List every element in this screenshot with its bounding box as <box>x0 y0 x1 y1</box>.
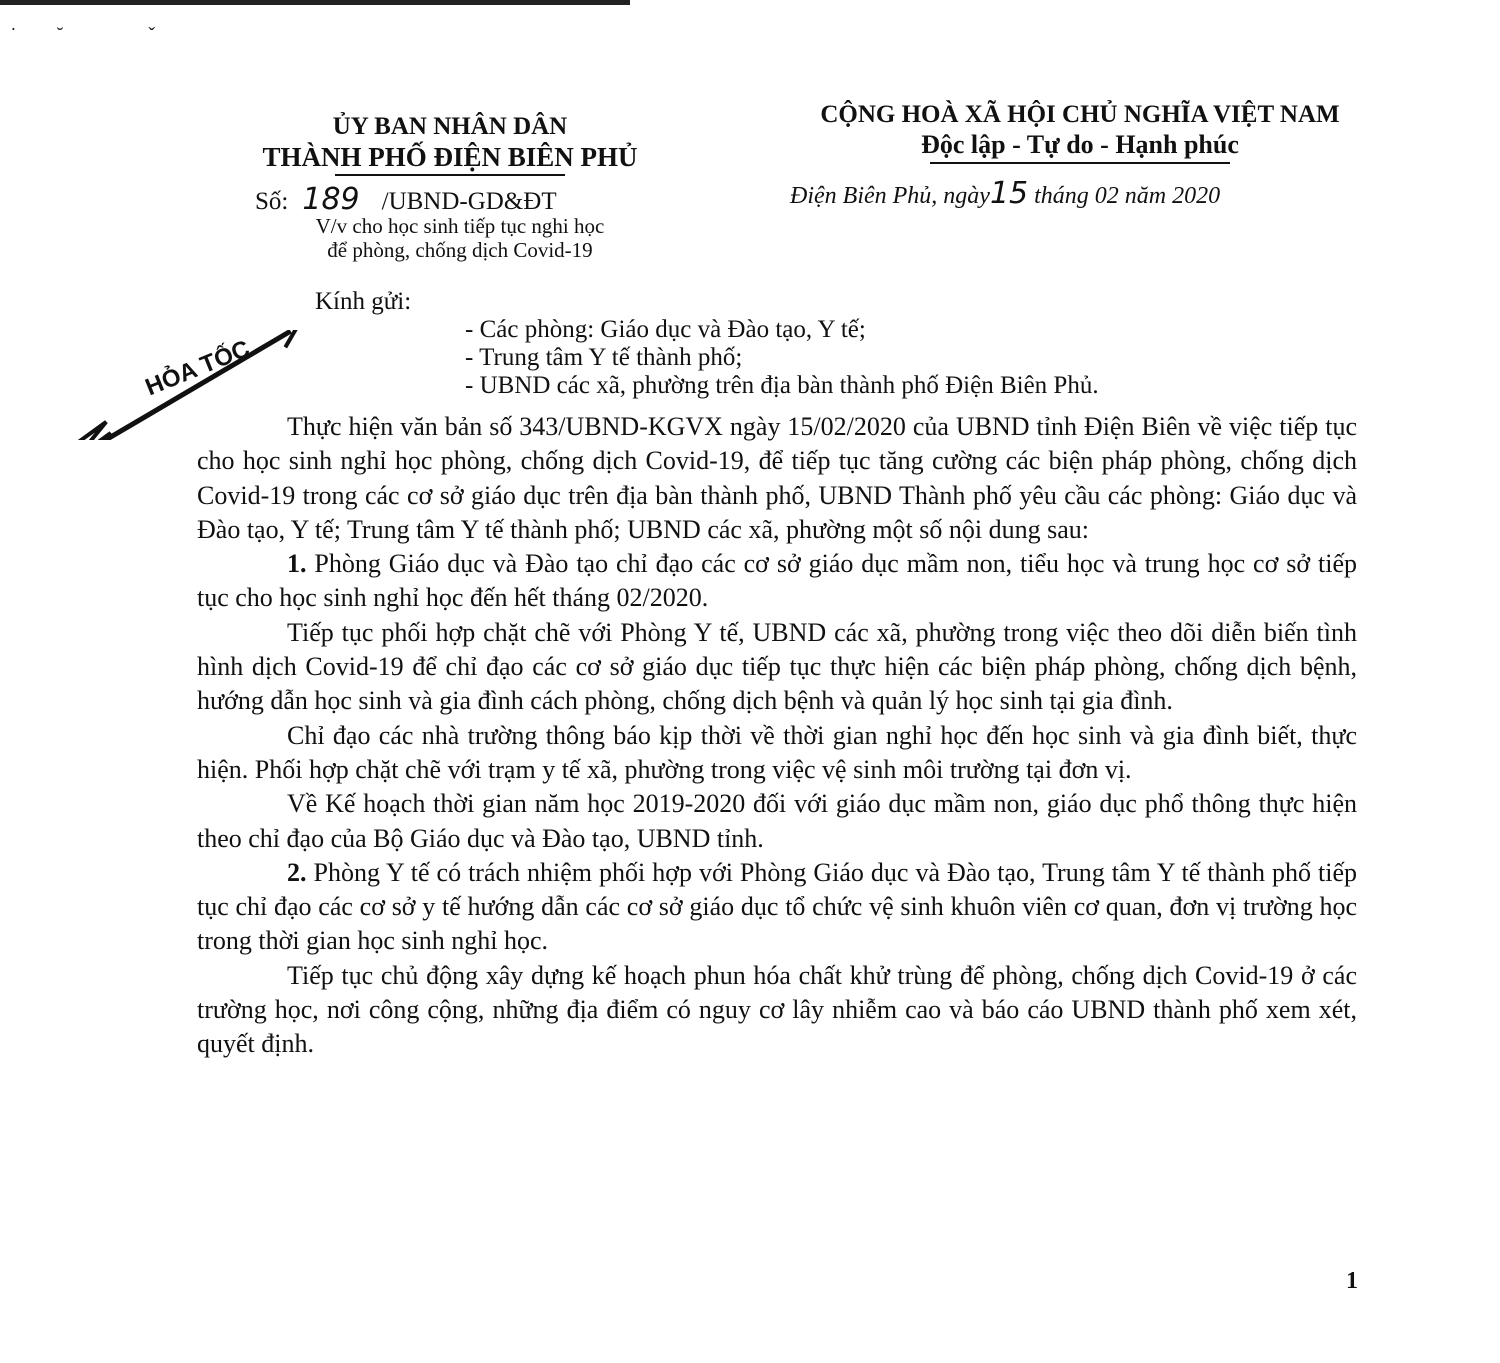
item-1-text: Phòng Giáo dục và Đào tạo chỉ đạo các cơ sở giáo dục mầm non, tiểu học và trung học cơ sở tiếp tục cho học sinh nghỉ học đến hết tháng 02/2020. <box>197 549 1357 613</box>
date-prefix: Điện Biên Phủ, ngày <box>790 183 990 209</box>
stamp-text: HỎA TỐC <box>141 335 254 402</box>
national-heading-block <box>760 100 1400 164</box>
intro-paragraph: Thực hiện văn bản số 343/UBND-KGVX ngày 15/02/2020 của UBND tỉnh Điện Biên về việc tiếp tục cho học sinh nghỉ học phòng, chống dịch Covid-19, để tiếp tục tăng cường các biện pháp phòng, chống dịch Covid-19 trong các cơ sở giáo dục trên địa bàn thành phố, UBND Thành phố yêu cầu các phòng: Giáo dục và Đào tạo, Y tế; Trung tâm Y tế thành phố; UBND các xã, phường một số nội dung sau: <box>197 412 1357 544</box>
recipients-list <box>465 316 1099 400</box>
national-motto: Độc lập - Tự do - Hạnh phúc <box>921 130 1239 159</box>
item-1-paragraph-2: Tiếp tục phối hợp chặt chẽ với Phòng Y tế, UBND các xã, phường trong việc theo dõi diễn biến tình hình dịch Covid-19 để chỉ đạo các cơ sở giáo dục tiếp tục thực hiện các biện pháp phòng, chống dịch bệnh, hướng dẫn học sinh và gia đình cách phòng, chống dịch bệnh và quản lý học sinh tại gia đình. <box>197 617 1357 716</box>
recipient-item: - UBND các xã, phường trên địa bàn thành phố Điện Biên Phủ. <box>465 372 1099 399</box>
item-1-paragraph <box>197 547 1357 616</box>
agency-underline <box>335 174 565 176</box>
date-suffix: tháng 02 năm 2020 <box>1028 183 1221 209</box>
item-2-number: 2. <box>287 857 307 887</box>
subject-line-2: để phòng, chống dịch Covid-19 <box>327 238 593 262</box>
document-subject <box>245 214 675 262</box>
recipient-item: - Các phòng: Giáo dục và Đào tạo, Y tế; <box>465 316 866 343</box>
item-1-number: 1. <box>287 549 307 579</box>
country-name: CỘNG HOÀ XÃ HỘI CHỦ NGHĨA VIỆT NAM <box>820 101 1340 128</box>
document-number <box>255 182 557 217</box>
scan-speckles: ˙˘ ˇ <box>10 24 195 46</box>
issuing-agency-block <box>170 112 730 176</box>
number-label: Số: <box>255 188 289 215</box>
document-body <box>197 410 1357 1062</box>
agency-parent: ỦY BAN NHÂN DÂN <box>332 113 568 140</box>
item-1-paragraph-4: Về Kế hoạch thời gian năm học 2019-2020 đối với giáo dục mầm non, giáo dục phổ thông thực hiện theo chỉ đạo của Bộ Giáo dục và Đào tạo, UBND tỉnh. <box>197 789 1357 853</box>
item-2-paragraph <box>197 856 1357 959</box>
agency-name: THÀNH PHỐ ĐIỆN BIÊN PHỦ <box>262 142 638 172</box>
scan-edge <box>0 0 630 5</box>
recipients-label: Kính gửi: <box>315 288 412 315</box>
item-2-text: Phòng Y tế có trách nhiệm phối hợp với Phòng Giáo dục và Đào tạo, Trung tâm Y tế thành phố tiếp tục chỉ đạo các cơ sở y tế hướng dẫn các cơ sở giáo dục tổ chức vệ sinh khuôn viên cơ quan, đơn vị trường học trong thời gian học sinh nghỉ học. <box>197 857 1357 956</box>
recipients-block <box>315 288 1099 400</box>
motto-underline <box>930 162 1230 164</box>
number-suffix: /UBND-GD&ĐT <box>381 188 557 215</box>
subject-line-1: V/v cho học sinh tiếp tục nghi học <box>315 214 605 238</box>
handwritten-day: 15 <box>989 176 1029 211</box>
item-1-paragraph-3: Chỉ đạo các nhà trường thông báo kịp thời về thời gian nghỉ học đến học sinh và gia đình biết, thực hiện. Phối hợp chặt chẽ với trạm y tế xã, phường trong việc vệ sinh môi trường tại đơn vị. <box>197 720 1357 784</box>
item-2-paragraph-2: Tiếp tục chủ động xây dựng kế hoạch phun hóa chất khử trùng để phòng, chống dịch Covid-19 ở các trường học, nơi công cộng, những địa điểm có nguy cơ lây nhiễm cao và báo cáo UBND thành phố xem xét, quyết định. <box>197 960 1357 1059</box>
place-date <box>790 176 1220 211</box>
recipient-item: - Trung tâm Y tế thành phố; <box>465 344 743 371</box>
page-number: 1 <box>1346 1268 1358 1294</box>
handwritten-number: 189 <box>302 182 360 217</box>
